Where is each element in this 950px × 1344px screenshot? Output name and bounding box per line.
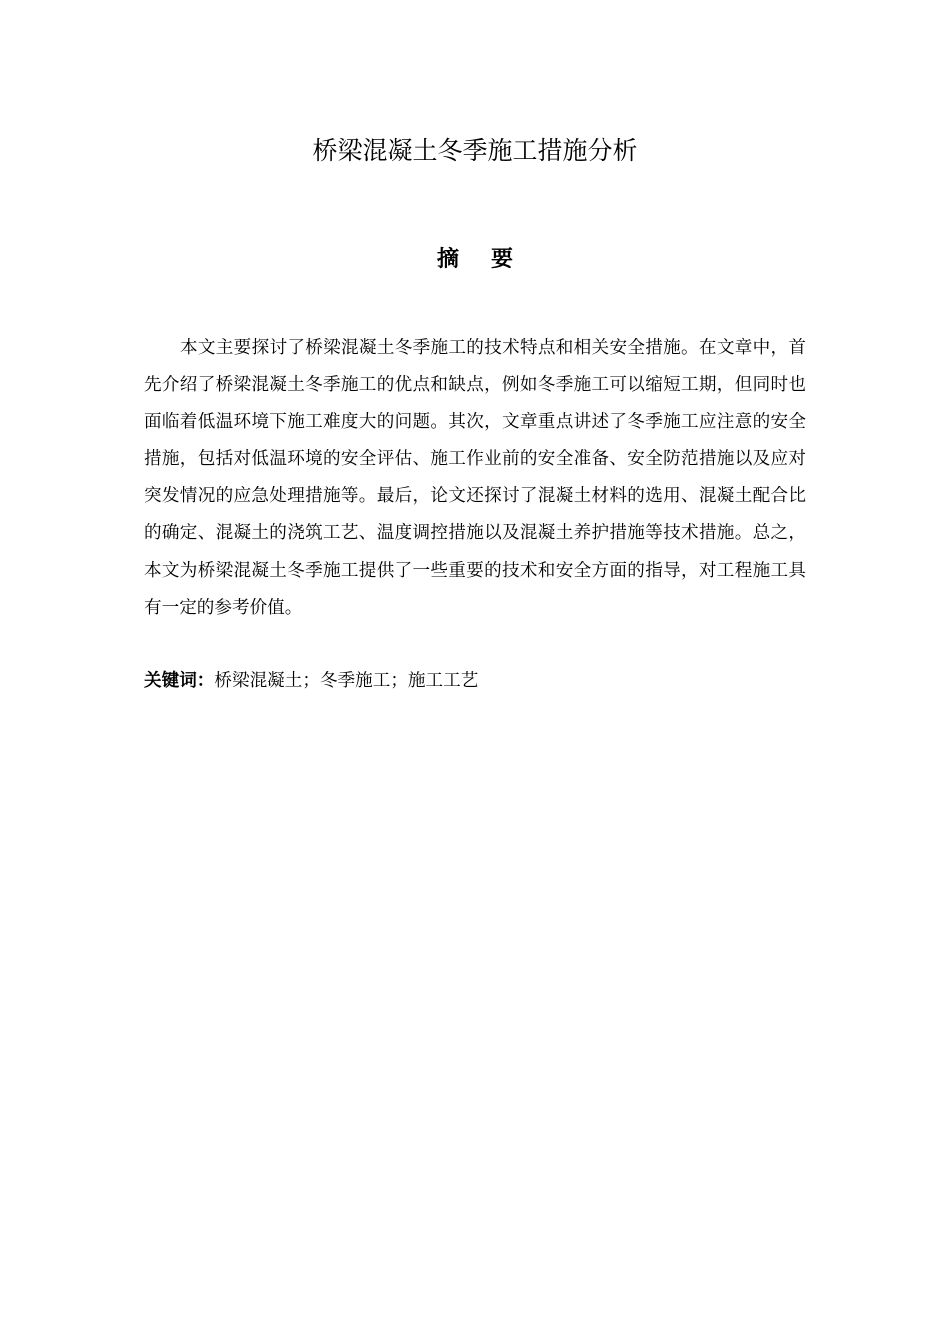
keywords-value: 桥梁混凝土；冬季施工；施工工艺 bbox=[214, 671, 479, 691]
keywords-line bbox=[144, 663, 806, 698]
keywords-label: 关键词： bbox=[144, 671, 215, 691]
document-title: 桥梁混凝土冬季施工措施分析 bbox=[312, 136, 638, 165]
abstract-body: 本文主要探讨了桥梁混凝土冬季施工的技术特点和相关安全措施。在文章中，首先介绍了桥梁混凝土冬季施工的优点和缺点，例如冬季施工可以缩短工期，但同时也面临着低温环境下施工难度大的问题。其次，文章重点讲述了冬季施工应注意的安全措施，包括对低温环境的安全评估、施工作业前的安全准备、安全防范措施以及应对突发情况的应急处理措施等。最后，论文还探讨了混凝土材料的选用、混凝土配合比的确定、混凝土的浇筑工艺、温度调控措施以及混凝土养护措施等技术措施。总之，本文为桥梁混凝土冬季施工提供了一些重要的技术和安全方面的指导，对工程施工具有一定的参考价值。 bbox=[144, 338, 806, 618]
abstract-heading: 摘要 bbox=[436, 247, 545, 272]
